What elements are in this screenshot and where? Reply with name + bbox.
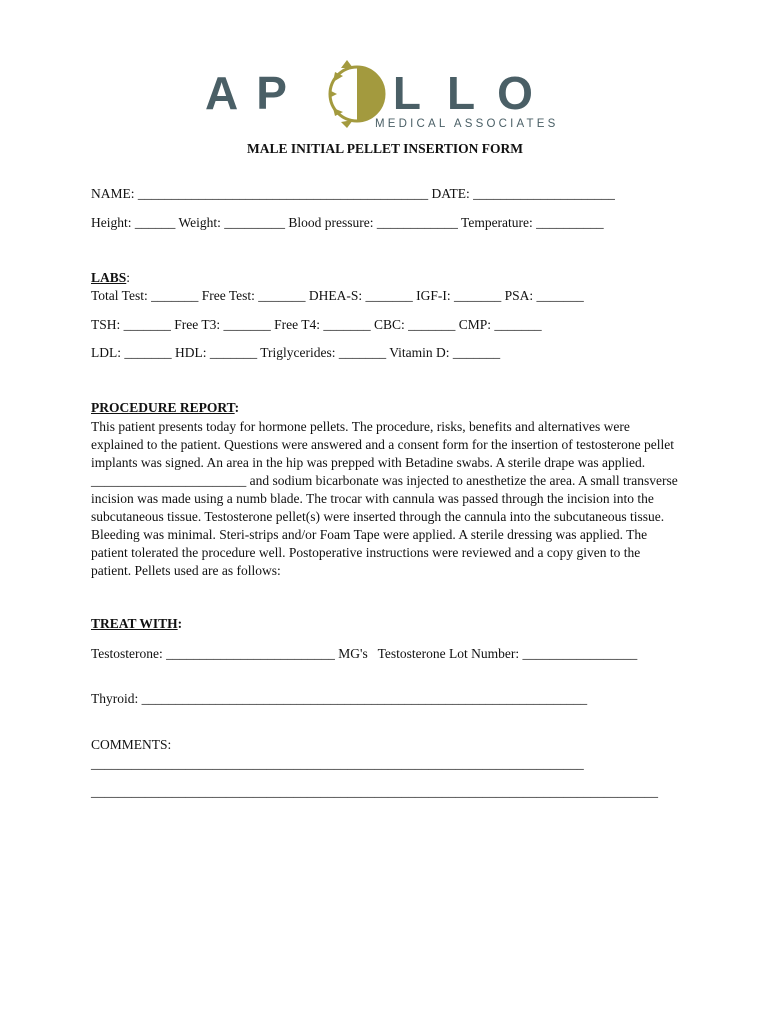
labs-row-2: TSH: _______ Free T3: _______ Free T4: _______ CBC: _______ CMP: _______ — [91, 317, 542, 332]
labs-heading-colon: : — [126, 270, 131, 285]
logo-letter-l1: L — [392, 67, 426, 119]
logo-letter-p: P — [256, 67, 291, 119]
thyroid-line: Thyroid: __________________________________________________________________ — [91, 691, 588, 706]
treat-heading-text: TREAT WITH — [91, 616, 178, 631]
treat-heading-colon: : — [177, 616, 183, 631]
procedure-text: This patient presents today for hormone pellets. The procedure, risks, benefits and alternatives were explained to the patient. Questions were answered and a consent form for the insertion of testosterone pellet implants was signed. An area in the hip was prepped with Betadine swabs. A sterile drape was applied. _______________________ and sodium bicarbonate was injected to anesthetize the area. A small transverse incision was made using a numb blade. The trocar with cannula was passed through the incision into the subcutaneous tissue. Testosterone pellet(s) were inserted through the cannula into the subcutaneous tissue. Bleeding was minimal. Steri-strips and/or Foam Tape were applied. A sterile dressing was applied. The patient tolerated the procedure well. Postoperative instructions were reviewed and a copy given to the patient. Pellets used are as follows: — [91, 419, 678, 578]
form-title: MALE INITIAL PELLET INSERTION FORM — [246, 141, 524, 156]
logo-letter-l2: L — [447, 67, 480, 119]
procedure-heading — [91, 400, 239, 416]
comments-label: COMMENTS: — [91, 737, 172, 752]
labs-row-1: Total Test: _______ Free Test: _______ DHEA-S: _______ IGF-I: _______ PSA: _______ — [91, 288, 584, 303]
comments-line-2: ____________________________________________________________________________________ — [91, 784, 658, 799]
logo-letter-o: O — [497, 67, 537, 119]
labs-heading-text: LABS — [91, 270, 127, 285]
logo-letter-a: A — [205, 67, 243, 119]
procedure-heading-text: PROCEDURE REPORT — [91, 400, 235, 415]
labs-heading — [91, 270, 130, 286]
treat-heading — [91, 616, 182, 632]
procedure-heading-colon: : — [234, 400, 240, 415]
vitals-line: Height: ______ Weight: _________ Blood pressure: ____________ Temperature: __________ — [91, 215, 604, 230]
logo-subtitle: MEDICAL ASSOCIATES — [375, 118, 559, 130]
name-date-line: NAME: ___________________________________________ DATE: _____________________ — [91, 186, 615, 201]
comments-line-1: _________________________________________________________________________ — [91, 756, 584, 771]
apollo-logo — [205, 52, 585, 137]
labs-row-3: LDL: _______ HDL: _______ Triglycerides: _______ Vitamin D: _______ — [91, 345, 501, 360]
testosterone-line: Testosterone: _________________________ MG's Testosterone Lot Number: _________________ — [91, 646, 638, 661]
